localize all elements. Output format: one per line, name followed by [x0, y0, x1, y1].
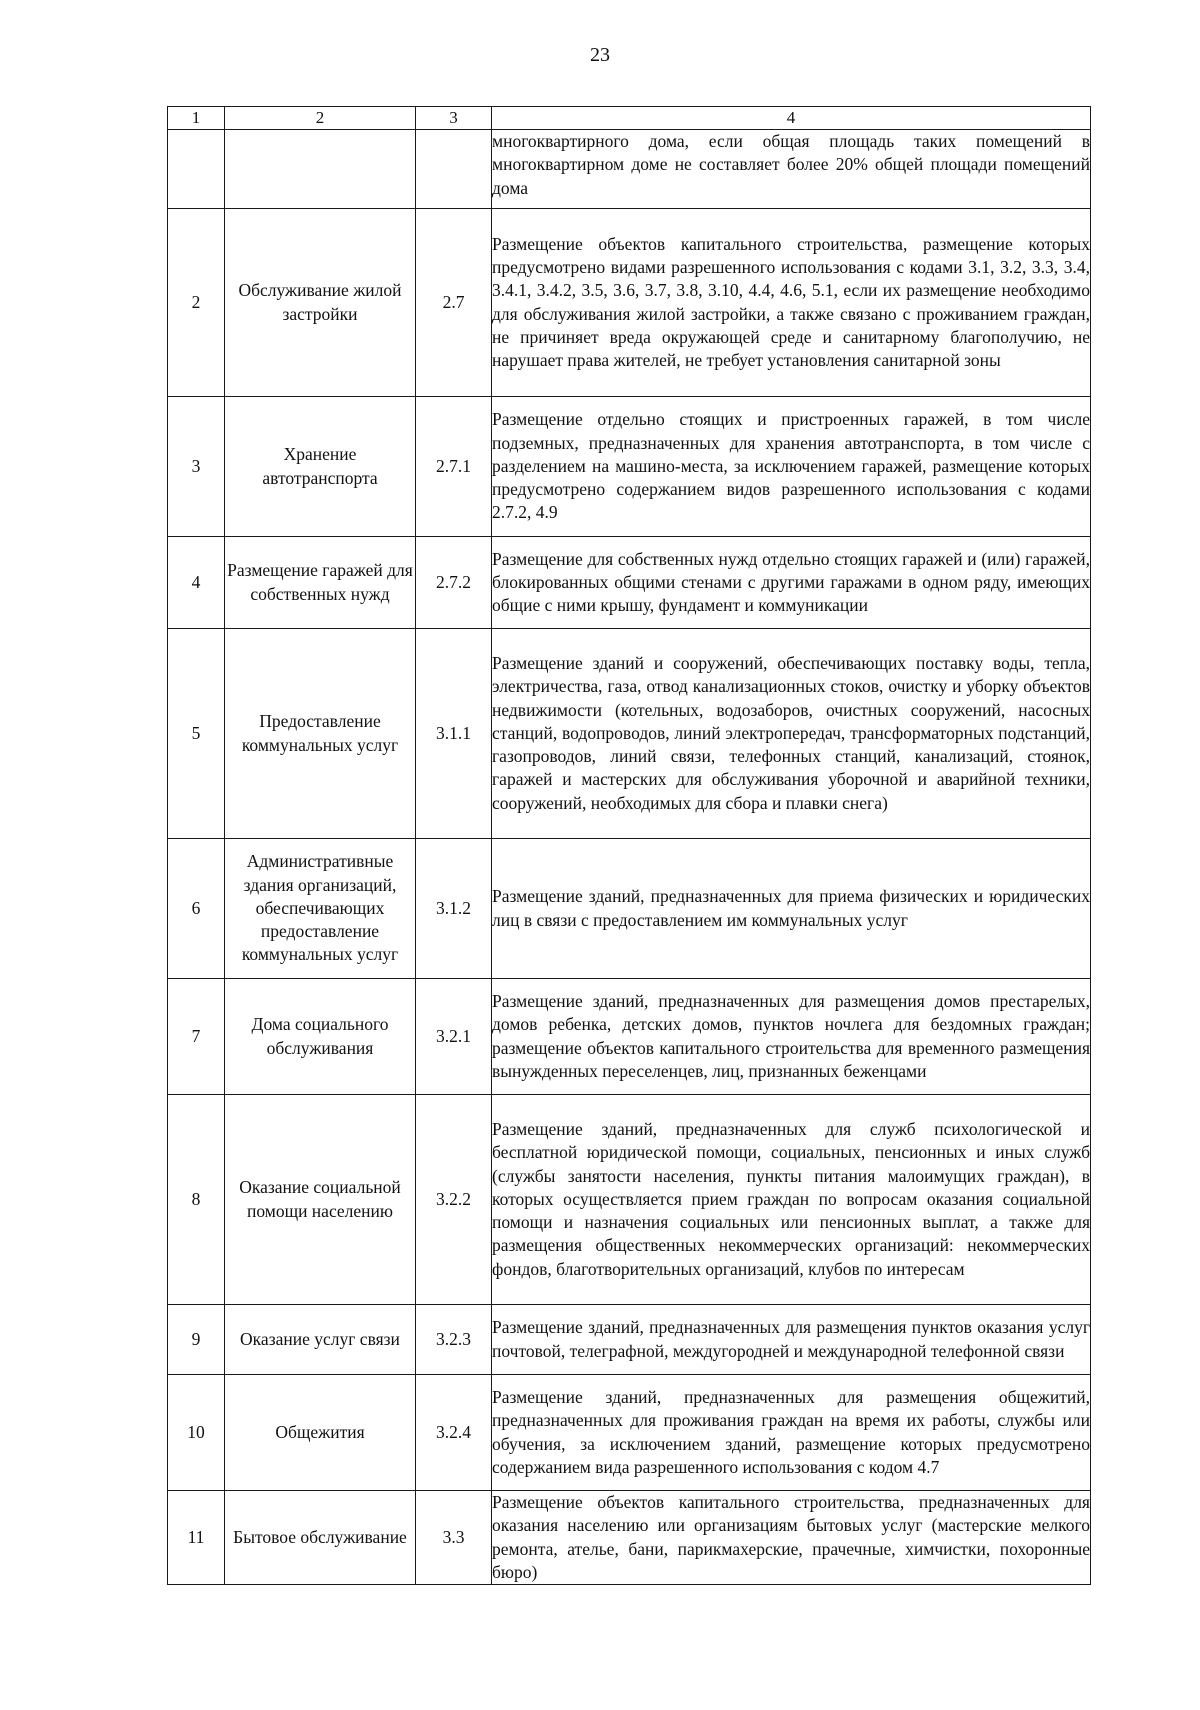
table-row	[168, 130, 1091, 209]
use-code: 2.7.2	[416, 537, 492, 629]
use-name: Предоставление коммунальных услуг	[225, 629, 416, 839]
use-description: Размещение зданий и сооружений, обеспечивающих поставку воды, тепла, электричества, газа, отвод канализационных стоков, очистку и уборку объектов недвижимости (котельных, водозаборов, очистных сооружений, насосных станций, водопроводов, линий электропередач, трансформаторных подстанций, газопроводов, линий связи, телефонных станций, канализаций, стоянок, гаражей и мастерских для обслуживания уборочной и аварийной техники, сооружений, необходимых для сбора и плавки снега)	[492, 629, 1091, 839]
use-name: Дома социального обслуживания	[225, 979, 416, 1095]
use-code: 3.2.1	[416, 979, 492, 1095]
row-number	[168, 130, 225, 209]
row-number: 6	[168, 839, 225, 979]
column-header-code: 3	[416, 107, 492, 130]
column-header-number: 1	[168, 107, 225, 130]
table-row	[168, 839, 1091, 979]
use-name: Административные здания организаций, обеспечивающих предоставление коммунальных услуг	[225, 839, 416, 979]
row-number: 4	[168, 537, 225, 629]
table-row	[168, 1095, 1091, 1305]
use-name: Оказание социальной помощи населению	[225, 1095, 416, 1305]
use-name: Обслуживание жилой застройки	[225, 209, 416, 397]
column-header-description: 4	[492, 107, 1091, 130]
row-number: 11	[168, 1491, 225, 1585]
table-row	[168, 1491, 1091, 1585]
row-number: 5	[168, 629, 225, 839]
column-header-name: 2	[225, 107, 416, 130]
row-number: 9	[168, 1305, 225, 1375]
table-row	[168, 1375, 1091, 1491]
table-header-row	[168, 107, 1091, 130]
use-code: 3.2.2	[416, 1095, 492, 1305]
use-name: Хранение автотранспорта	[225, 397, 416, 537]
row-number: 7	[168, 979, 225, 1095]
use-description: многоквартирного дома, если общая площадь таких помещений в многоквартирном доме не составляет более 20% общей площади помещений дома	[492, 130, 1091, 209]
use-description: Размещение отдельно стоящих и пристроенных гаражей, в том числе подземных, предназначенных для хранения автотранспорта, в том числе с разделением на машино-места, за исключением гаражей, размещение которых предусмотрено содержанием видов разрешенного использования с кодами 2.7.2, 4.9	[492, 397, 1091, 537]
use-code: 3.3	[416, 1491, 492, 1585]
use-name: Оказание услуг связи	[225, 1305, 416, 1375]
use-description: Размещение зданий, предназначенных для приема физических и юридических лиц в связи с предоставлением им коммунальных услуг	[492, 839, 1091, 979]
use-code: 3.2.4	[416, 1375, 492, 1491]
use-code: 2.7.1	[416, 397, 492, 537]
row-number: 10	[168, 1375, 225, 1491]
use-description: Размещение объектов капитального строительства, предназначенных для оказания населению или организациям бытовых услуг (мастерские мелкого ремонта, ателье, бани, парикмахерские, прачечные, химчистки, похоронные бюро)	[492, 1491, 1091, 1585]
row-number: 2	[168, 209, 225, 397]
table-row	[168, 979, 1091, 1095]
use-name: Общежития	[225, 1375, 416, 1491]
use-code: 3.1.2	[416, 839, 492, 979]
use-description: Размещение зданий, предназначенных для размещения пунктов оказания услуг почтовой, телеграфной, междугородней и международной телефонной связи	[492, 1305, 1091, 1375]
table-row	[168, 209, 1091, 397]
use-name: Бытовое обслуживание	[225, 1491, 416, 1585]
use-description: Размещение зданий, предназначенных для размещения общежитий, предназначенных для проживания граждан на время их работы, службы или обучения, за исключением зданий, размещение которых предусмотрено содержанием вида разрешенного использования с кодом 4.7	[492, 1375, 1091, 1491]
use-code: 3.2.3	[416, 1305, 492, 1375]
land-use-table	[167, 106, 1091, 1585]
use-description: Размещение зданий, предназначенных для служб психологической и бесплатной юридической помощи, социальных, пенсионных и иных служб (службы занятости населения, пункты питания малоимущих граждан), в которых осуществляется прием граждан по вопросам оказания социальной помощи и назначения социальных или пенсионных выплат, а также для размещения общественных некоммерческих организаций: некоммерческих фондов, благотворительных организаций, клубов по интересам	[492, 1095, 1091, 1305]
use-code: 2.7	[416, 209, 492, 397]
page-number: 23	[590, 44, 610, 66]
table-row	[168, 629, 1091, 839]
use-description: Размещение для собственных нужд отдельно стоящих гаражей и (или) гаражей, блокированных общими стенами с другими гаражами в одном ряду, имеющих общие с ними крышу, фундамент и коммуникации	[492, 537, 1091, 629]
use-description: Размещение зданий, предназначенных для размещения домов престарелых, домов ребенка, детских домов, пунктов ночлега для бездомных граждан; размещение объектов капитального строительства для временного размещения вынужденных переселенцев, лиц, признанных беженцами	[492, 979, 1091, 1095]
use-name	[225, 130, 416, 209]
row-number: 3	[168, 397, 225, 537]
table-row	[168, 1305, 1091, 1375]
use-name: Размещение гаражей для собственных нужд	[225, 537, 416, 629]
use-description: Размещение объектов капитального строительства, размещение которых предусмотрено видами разрешенного использования с кодами 3.1, 3.2, 3.3, 3.4, 3.4.1, 3.4.2, 3.5, 3.6, 3.7, 3.8, 3.10, 4.4, 4.6, 5.1, если их размещение необходимо для обслуживания жилой застройки, а также связано с проживанием граждан, не причиняет вреда окружающей среде и санитарному благополучию, не нарушает права жителей, не требует установления санитарной зоны	[492, 209, 1091, 397]
table-row	[168, 397, 1091, 537]
row-number: 8	[168, 1095, 225, 1305]
use-code: 3.1.1	[416, 629, 492, 839]
table-row	[168, 537, 1091, 629]
use-code	[416, 130, 492, 209]
